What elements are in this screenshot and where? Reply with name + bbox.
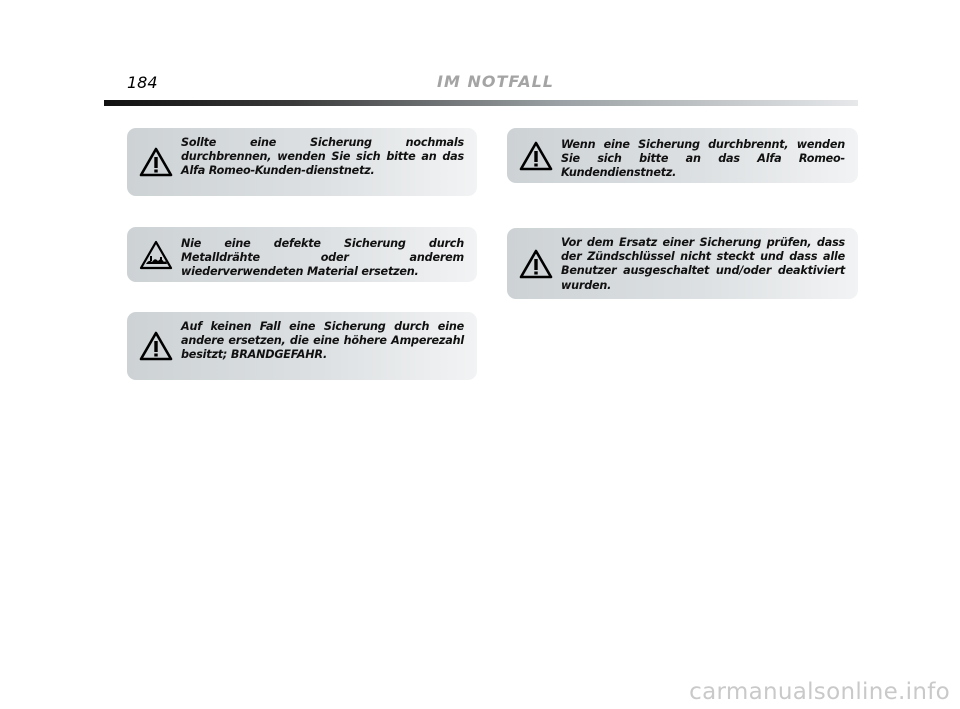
warning-icon [139,331,173,361]
environment-icon [139,240,173,270]
notice-text: Auf keinen Fall eine Sicherung durch eine andere ersetzen, die eine höhere Amperezahl besitzt; BRANDGEFAHR. [181,320,464,362]
notice-text: Sollte eine Sicherung nochmals durchbrennen, wenden Sie sich bitte an das Alfa Romeo-Kunden-dienstnetz. [181,136,464,178]
environment-notice-metal-wire [127,227,477,282]
notice-text: Vor dem Ersatz einer Sicherung prüfen, dass der Zündschlüssel nicht steckt und dass alle Benutzer ausgeschaltet und/oder deaktiviert wurden. [561,236,845,292]
notice-text: Nie eine defekte Sicherung durch Metalldrähte oder anderem wiederverwendeten Material ersetzen. [181,237,464,279]
page-number: 184 [127,73,158,92]
notice-text: Wenn eine Sicherung durchbrennt, wenden Sie sich bitte an das Alfa Romeo-Kundendienstnetz. [561,138,845,180]
warning-notice-amperage [127,312,477,380]
watermark: carmanualsonline.info [689,679,950,705]
section-title: IM NOTFALL [437,72,554,91]
warning-notice-fuse-repeat [127,128,477,196]
warning-icon [139,147,173,177]
warning-icon [519,141,553,171]
warning-icon [519,249,553,279]
warning-notice-fuse-blown [507,128,858,183]
header-rule [104,100,858,106]
warning-notice-ignition-key [507,228,858,299]
